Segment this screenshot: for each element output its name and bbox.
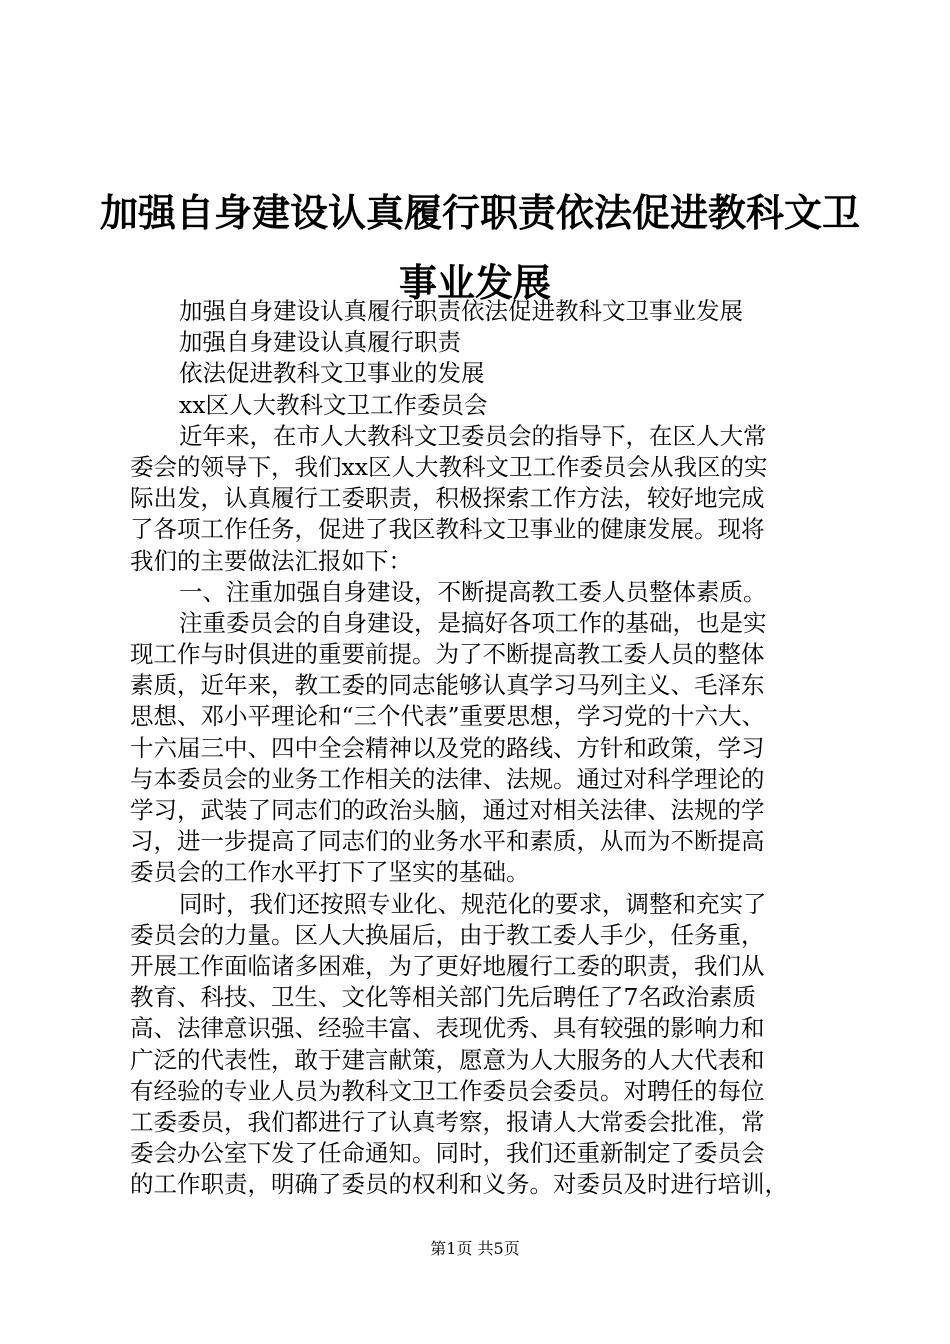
paragraph-line: 教育、科技、卫生、文化等相关部门先后聘任了7名政治素质: [130, 983, 756, 1012]
paragraph-line: 工委委员，我们都进行了认真考察，报请人大常委会批准，常: [130, 1107, 765, 1136]
paragraph-line: 思想、邓小平理论和“三个代表”重要思想，学习党的十六大、: [130, 702, 766, 731]
author-line: xx区人大教科文卫工作委员会: [179, 390, 488, 419]
page-footer: 第1页 共5页: [430, 1239, 520, 1258]
paragraph-line: 与本委员会的业务工作相关的法律、法规。通过对科学理论的: [130, 764, 765, 793]
title-line-1: 加强自身建设认真履行职责依法促进教科文卫: [100, 190, 861, 235]
paragraph-line: 委员会的力量。区人大换届后，由于教工委人手少，任务重，: [130, 920, 765, 949]
subtitle-line: 依法促进教科文卫事业的发展: [179, 359, 485, 388]
document-body: [130, 296, 830, 1200]
paragraph-line: 广泛的代表性，敢于建言献策，愿意为人大服务的人大代表和: [130, 1045, 765, 1074]
paragraph-line: 委员会的工作水平打下了坚实的基础。: [130, 858, 530, 887]
paragraph-line: 委会的领导下，我们xx区人大教科文卫工作委员会从我区的实: [130, 452, 768, 481]
paragraph-line: 同时，我们还按照专业化、规范化的要求，调整和充实了: [179, 889, 767, 918]
paragraph-line: 现工作与时俱进的重要前提。为了不断提高教工委人员的整体: [130, 640, 765, 669]
paragraph-line: 开展工作面临诸多困难，为了更好地履行工委的职责，我们从: [130, 951, 765, 980]
subtitle-line: 加强自身建设认真履行职责: [179, 328, 461, 357]
paragraph-line: 际出发，认真履行工委职责，积极探索工作方法，较好地完成: [130, 484, 765, 513]
paragraph-line: 学习，武装了同志们的政治头脑，通过对相关法律、法规的学: [130, 796, 765, 824]
paragraph-line: 有经验的专业人员为教科文卫工作委员会委员。对聘任的每位: [130, 1076, 765, 1105]
paragraph-line: 习，进一步提高了同志们的业务水平和素质，从而为不断提高: [130, 827, 765, 856]
paragraph-line: 我们的主要做法汇报如下：: [130, 546, 412, 575]
title-line-2: 事业发展: [398, 260, 551, 305]
paragraph-line: 注重委员会的自身建设，是搞好各项工作的基础，也是实: [179, 608, 767, 637]
paragraph-line: 的工作职责，明确了委员的权利和义务。对委员及时进行培训，: [130, 1170, 788, 1199]
section-heading: 一、注重加强自身建设，不断提高教工委人员整体素质。: [179, 577, 767, 606]
subtitle-line: 加强自身建设认真履行职责依法促进教科文卫事业发展: [179, 297, 743, 325]
paragraph-line: 委会办公室下发了任命通知。同时，我们还重新制定了委员会: [130, 1139, 765, 1168]
paragraph-line: 了各项工作任务，促进了我区教科文卫事业的健康发展。现将: [130, 515, 765, 544]
paragraph-line: 素质，近年来，教工委的同志能够认真学习马列主义、毛泽东: [130, 671, 765, 700]
paragraph-line: 十六届三中、四中全会精神以及党的路线、方针和政策，学习: [130, 733, 765, 762]
paragraph-line: 近年来，在市人大教科文卫委员会的指导下，在区人大常: [179, 421, 767, 450]
paragraph-line: 高、法律意识强、经验丰富、表现优秀、具有较强的影响力和: [130, 1014, 765, 1043]
